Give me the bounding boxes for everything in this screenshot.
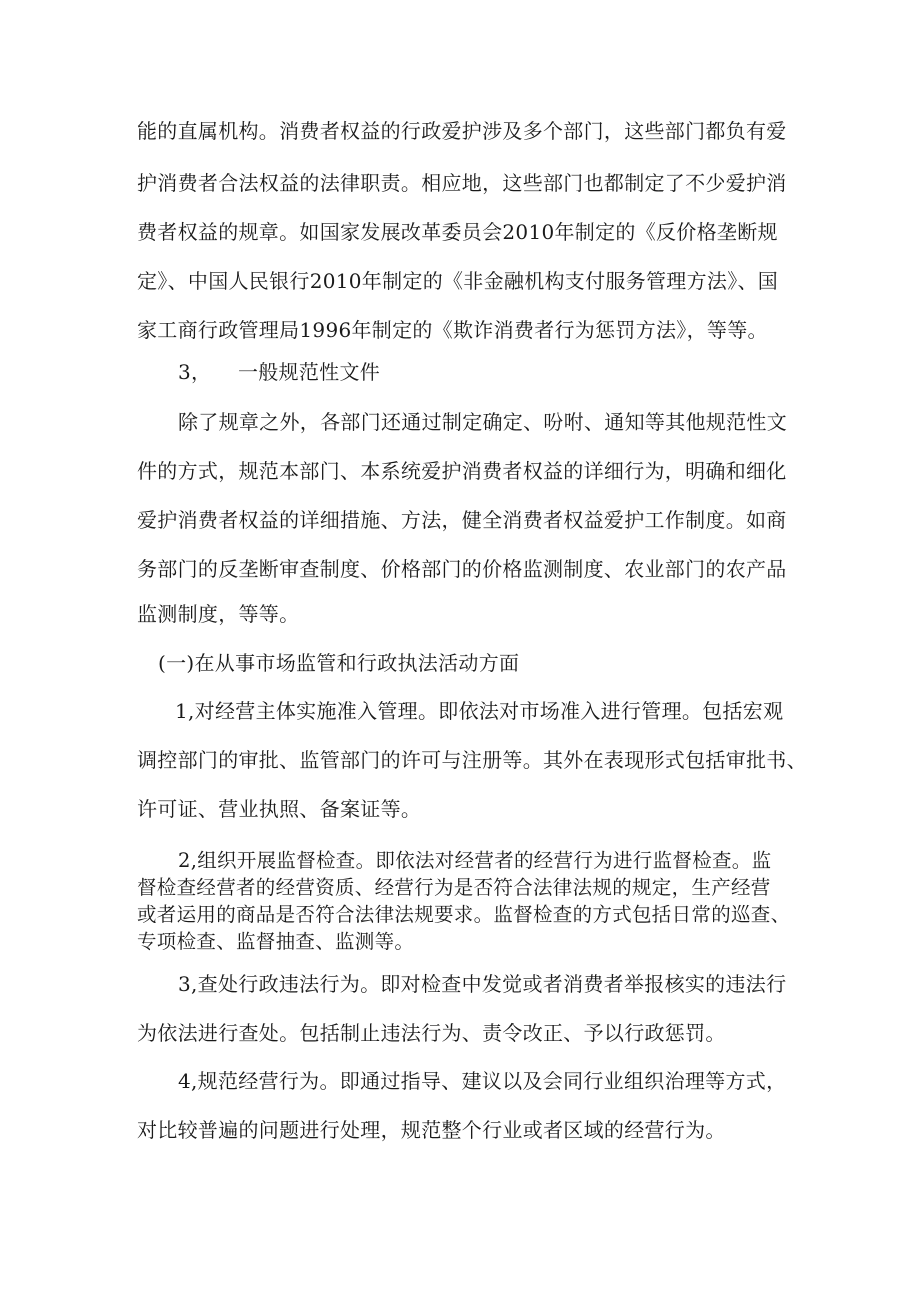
paragraph-line-4: 定》、中国人民银行2010年制定的《非金融机构支付服务管理方法》、国: [137, 269, 779, 293]
item-2-line-2: 督检查经营者的经营资质、经营行为是否符合法律法规的规定，生产经营: [137, 876, 771, 899]
paragraph-line-5: 家工商行政管理局1996年制定的《欺诈消费者行为惩罚方法》，等等。: [137, 318, 768, 342]
item-1-line-1: 1,对经营主体实施准入管理。即依法对市场准入进行管理。包括宏观: [175, 699, 784, 723]
item-4-line-1: 4,规范经营行为。即通过指导、建议以及会同行业组织治理等方式，: [178, 1069, 787, 1093]
paragraph-line-6: 除了规章之外，各部门还通过制定确定、吩咐、通知等其他规范性文: [178, 410, 787, 434]
section-heading-market-supervision: (一)在从事市场监管和行政执法活动方面: [158, 651, 520, 675]
paragraph-line-8: 爱护消费者权益的详细措施、方法，健全消费者权益爱护工作制度。如商: [137, 508, 787, 532]
item-3-line-2: 为依法进行查处。包括制止违法行为、责令改正、予以行政惩罚。: [137, 1021, 726, 1045]
paragraph-line-9: 务部门的反垄断审查制度、价格部门的价格监测制度、农业部门的农产品: [137, 557, 787, 581]
item-3-line-1: 3,查处行政违法行为。即对检查中发觉或者消费者举报核实的违法行: [178, 972, 787, 996]
item-2-line-1: 2,组织开展监督检查。即依法对经营者的经营行为进行监督检查。监: [178, 849, 772, 872]
item-1-line-3: 许可证、营业执照、备案证等。: [137, 797, 422, 821]
paragraph-line-10: 监测制度，等等。: [137, 602, 300, 626]
paragraph-line-2: 护消费者合法权益的法律职责。相应地，这些部门也都制定了不少爱护消: [137, 171, 787, 195]
paragraph-line-7: 件的方式，规范本部门、本系统爱护消费者权益的详细行为，明确和细化: [137, 459, 787, 483]
item-2-line-4: 专项检查、监督抽查、监测等。: [137, 930, 415, 953]
item-2-line-3: 或者运用的商品是否符合法律法规要求。监督检查的方式包括日常的巡查、: [137, 903, 791, 926]
item-4-line-2: 对比较普遍的问题进行处理，规范整个行业或者区域的经营行为。: [137, 1118, 726, 1142]
paragraph-line-3: 费者权益的规章。如国家发展改革委员会2010年制定的《反价格垄断规: [137, 220, 778, 244]
item-1-line-2: 调控部门的审批、监管部门的许可与注册等。其外在表现形式包括审批书、: [137, 748, 807, 772]
section-heading-general-normative-documents: 3， 一般规范性文件: [178, 360, 381, 384]
paragraph-line-1: 能的直属机构。消费者权益的行政爱护涉及多个部门，这些部门都负有爱: [137, 119, 787, 143]
